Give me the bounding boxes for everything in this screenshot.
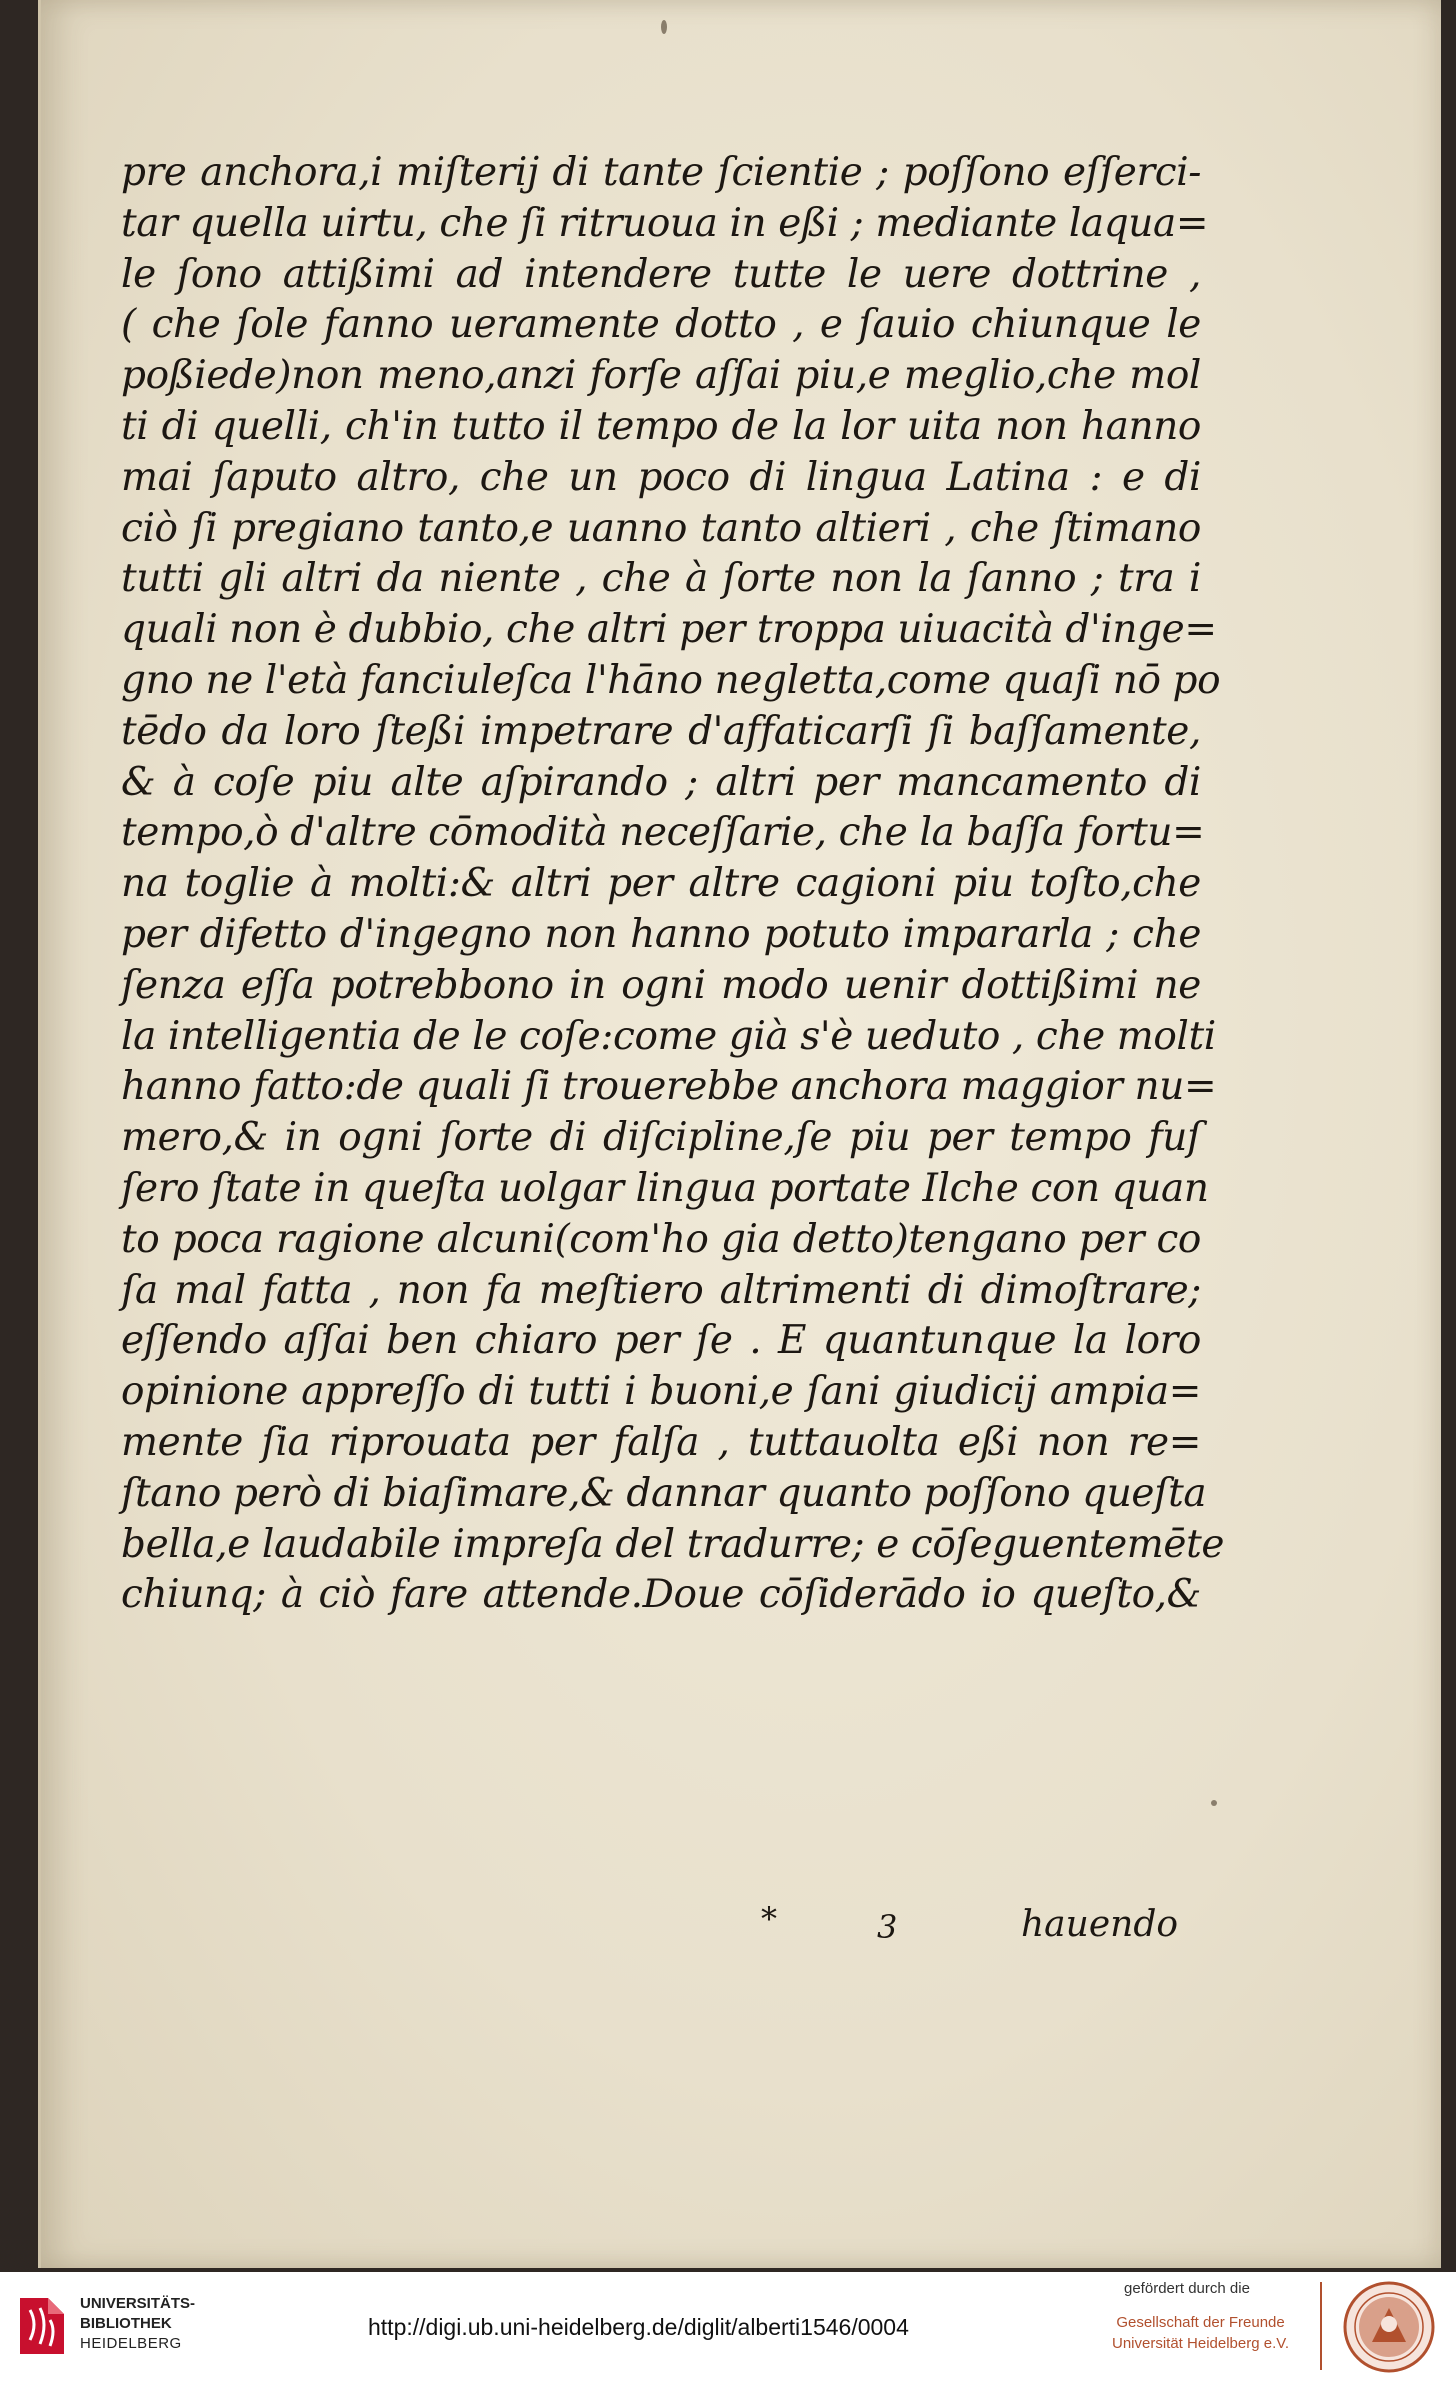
text-line: ti di quelli, ch'in tutto il tempo de la lor uita non hanno — [121, 403, 1201, 449]
text-line: per difetto d'ingegno non hanno potuto impararla ; che — [121, 911, 1201, 957]
text-line: & à coſe piu alte aſpirando ; altri per mancamento di — [121, 759, 1201, 805]
page-body-text — [121, 148, 1225, 1621]
library-name-line: UNIVERSITÄTS- — [80, 2295, 196, 2312]
society-name-line: Gesellschaft der Freunde — [1116, 2314, 1285, 2331]
text-line: mente ſia riprouata per falſa , tuttauolta eßi non re= — [121, 1419, 1201, 1465]
page-footer-marks — [761, 1900, 1221, 1960]
text-line: poßiede)non meno,anzi forſe aſſai piu,e meglio,che mol — [121, 353, 1201, 399]
book-page — [38, 0, 1441, 2268]
funded-by-label: gefördert durch die — [1124, 2280, 1250, 2297]
text-line: mero,& in ogni ſorte di diſcipline,ſe piu per tempo fuſ — [121, 1115, 1201, 1161]
signature-number: 3 — [877, 1908, 898, 1946]
text-line: pre anchora,i miſterij di tante ſcientie ; poſſono eſſerci- — [121, 150, 1201, 195]
text-line: ( che ſole fanno ueramente dotto , e ſauio chiunque le — [121, 302, 1201, 348]
text-line: ſa mal fatta , non fa meſtiero altrimenti di dimoſtrare; — [121, 1267, 1201, 1313]
text-line: tēdo da loro ſteßi impetrare d'affaticarſi ſi baſſamente, — [121, 708, 1201, 754]
signature-mark: * — [761, 1900, 777, 1938]
footer-bar — [0, 2272, 1456, 2382]
text-line: le ſono attißimi ad intendere tutte le uere dottrine , — [121, 251, 1201, 297]
university-library-logo-icon — [14, 2294, 70, 2358]
permalink-url[interactable]: http://digi.ub.uni-heidelberg.de/diglit/alberti1546/0004 — [368, 2314, 909, 2340]
text-line: hanno fatto:de quali ſi trouerebbe anchora maggior nu= — [121, 1064, 1217, 1110]
text-line: ſtano però di biaſimare,& dannar quanto poſſono queſta — [121, 1470, 1207, 1516]
library-name-line: BIBLIOTHEK — [80, 2315, 172, 2332]
society-name — [1112, 2312, 1289, 2354]
text-line: ſenza eſſa potrebbono in ogni modo uenir dottißimi ne — [121, 962, 1201, 1008]
text-line: opinione appreſſo di tutti i buoni,e ſani giudicij ampia= — [121, 1369, 1201, 1415]
library-name — [80, 2294, 195, 2354]
text-line: la intelligentia de le coſe:come già s'è ueduto , che molti — [121, 1013, 1216, 1059]
text-line: na toglie à molti:& altri per altre cagioni piu toſto,che — [121, 861, 1201, 907]
text-line: eſſendo aſſai ben chiaro per ſe . E quantunque la loro — [121, 1318, 1201, 1364]
text-line: mai ſaputo altro, che un poco di lingua Latina : e di — [121, 454, 1201, 500]
text-line: to poca ragione alcuni(com'ho gia detto)tengano per co — [121, 1216, 1201, 1262]
text-line: chiunq; à ciò fare attende.Doue cōſiderādo io queſto,& — [121, 1572, 1201, 1618]
text-line: gno ne l'età fanciuleſca l'hāno negletta,come quaſi nō po — [121, 657, 1221, 703]
text-line: tar quella uirtu, che ſi ritruoua in eßi ; mediante laqua= — [121, 200, 1209, 246]
ink-spot — [1211, 1800, 1217, 1806]
ink-spot — [661, 20, 667, 34]
text-line: tutti gli altri da niente , che à ſorte non la ſanno ; tra i — [121, 556, 1201, 602]
library-name-line: HEIDELBERG — [80, 2335, 182, 2352]
text-line: tempo,ò d'altre cōmodità neceſſarie, che la baſſa fortu= — [121, 810, 1205, 856]
divider — [1320, 2282, 1322, 2370]
text-line: ſero ſtate in queſta uolgar lingua portate Ilche con quan — [121, 1165, 1209, 1211]
text-line: ciò ſi pregiano tanto,e uanno tanto altieri , che ſtimano — [121, 505, 1201, 551]
text-line: quali non è dubbio, che altri per troppa uiuacità d'inge= — [121, 607, 1217, 653]
society-name-line: Universität Heidelberg e.V. — [1112, 2335, 1290, 2352]
catchword: hauendo — [1021, 1904, 1179, 1945]
university-seal-icon — [1342, 2280, 1436, 2374]
text-line: bella,e laudabile impreſa del tradurre; e cōſeguentemēte — [121, 1521, 1225, 1567]
